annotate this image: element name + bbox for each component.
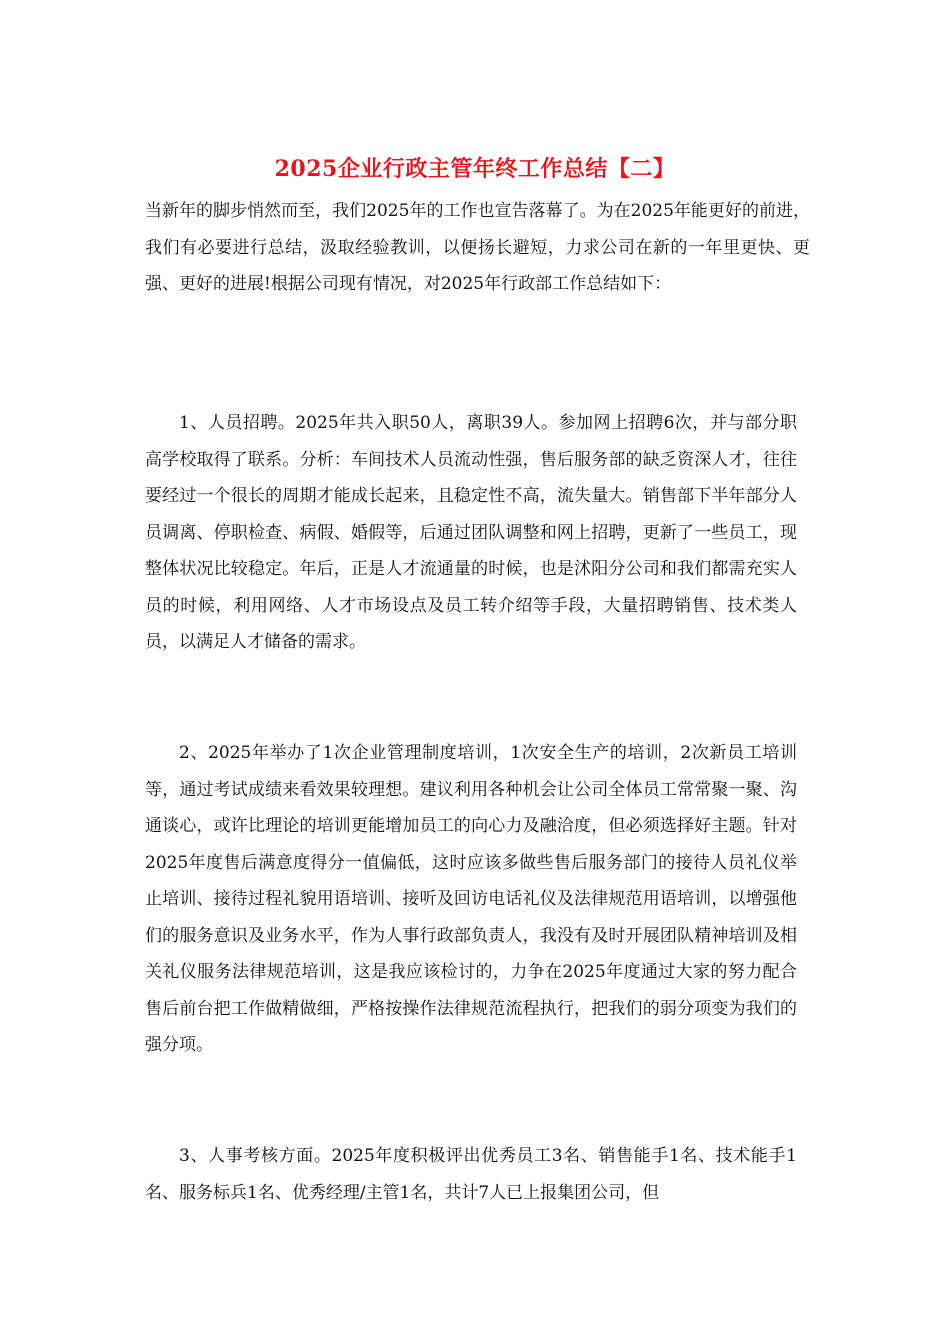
section-3-assessment-paragraph: 3、人事考核方面。2025年度积极评出优秀员工3名、销售能手1名、技术能手1名、服务标兵1名、优秀经理/主管1名，共计7人已上报集团公司，但: [145, 1146, 797, 1203]
document-title: 2025企业行政主管年终工作总结【二】: [274, 156, 676, 182]
intro-paragraph: 当新年的脚步悄然而至，我们2025年的工作也宣告落幕了。为在2025年能更好的前进，我们有必要进行总结，汲取经验教训，以便扬长避短，力求公司在新的一年里更快、更强、更好的进展!根据公司现有情况，对2025年行政部工作总结如下：: [145, 201, 810, 294]
section-1-recruitment-paragraph: 1、人员招聘。2025年共入职50人，离职39人。参加网上招聘6次，并与部分职高学校取得了联系。分析：车间技术人员流动性强，售后服务部的缺乏资深人才，往往要经过一个很长的周期才能成长起来，且稳定性不高，流失量大。销售部下半年部分人员调离、停职检查、病假、婚假等，后通过团队调整和网上招聘，更新了一些员工，现整体状况比较稳定。年后，正是人才流通量的时候，也是沭阳分公司和我们都需充实人员的时候，利用网络、人才市场设点及员工转介绍等手段，大量招聘销售、技术类人员，以满足人才储备的需求。: [145, 413, 797, 652]
section-2-training-paragraph: 2、2025年举办了1次企业管理制度培训，1次安全生产的培训，2次新员工培训等，通过考试成绩来看效果较理想。建议利用各种机会让公司全体员工常常聚一聚、沟通谈心，或许比理论的培训更能增加员工的向心力及融洽度，但必须选择好主题。针对2025年度售后满意度得分一值偏低，这时应该多做些售后服务部门的接待人员礼仪举止培训、接待过程礼貌用语培训、接听及回访电话礼仪及法律规范用语培训，以增强他们的服务意识及业务水平，作为人事行政部负责人，我没有及时开展团队精神培训及相关礼仪服务法律规范培训，这是我应该检讨的，力争在2025年度通过大家的努力配合售后前台把工作做精做细，严格按操作法律规范流程执行，把我们的弱分项变为我们的强分项。: [145, 743, 797, 1055]
